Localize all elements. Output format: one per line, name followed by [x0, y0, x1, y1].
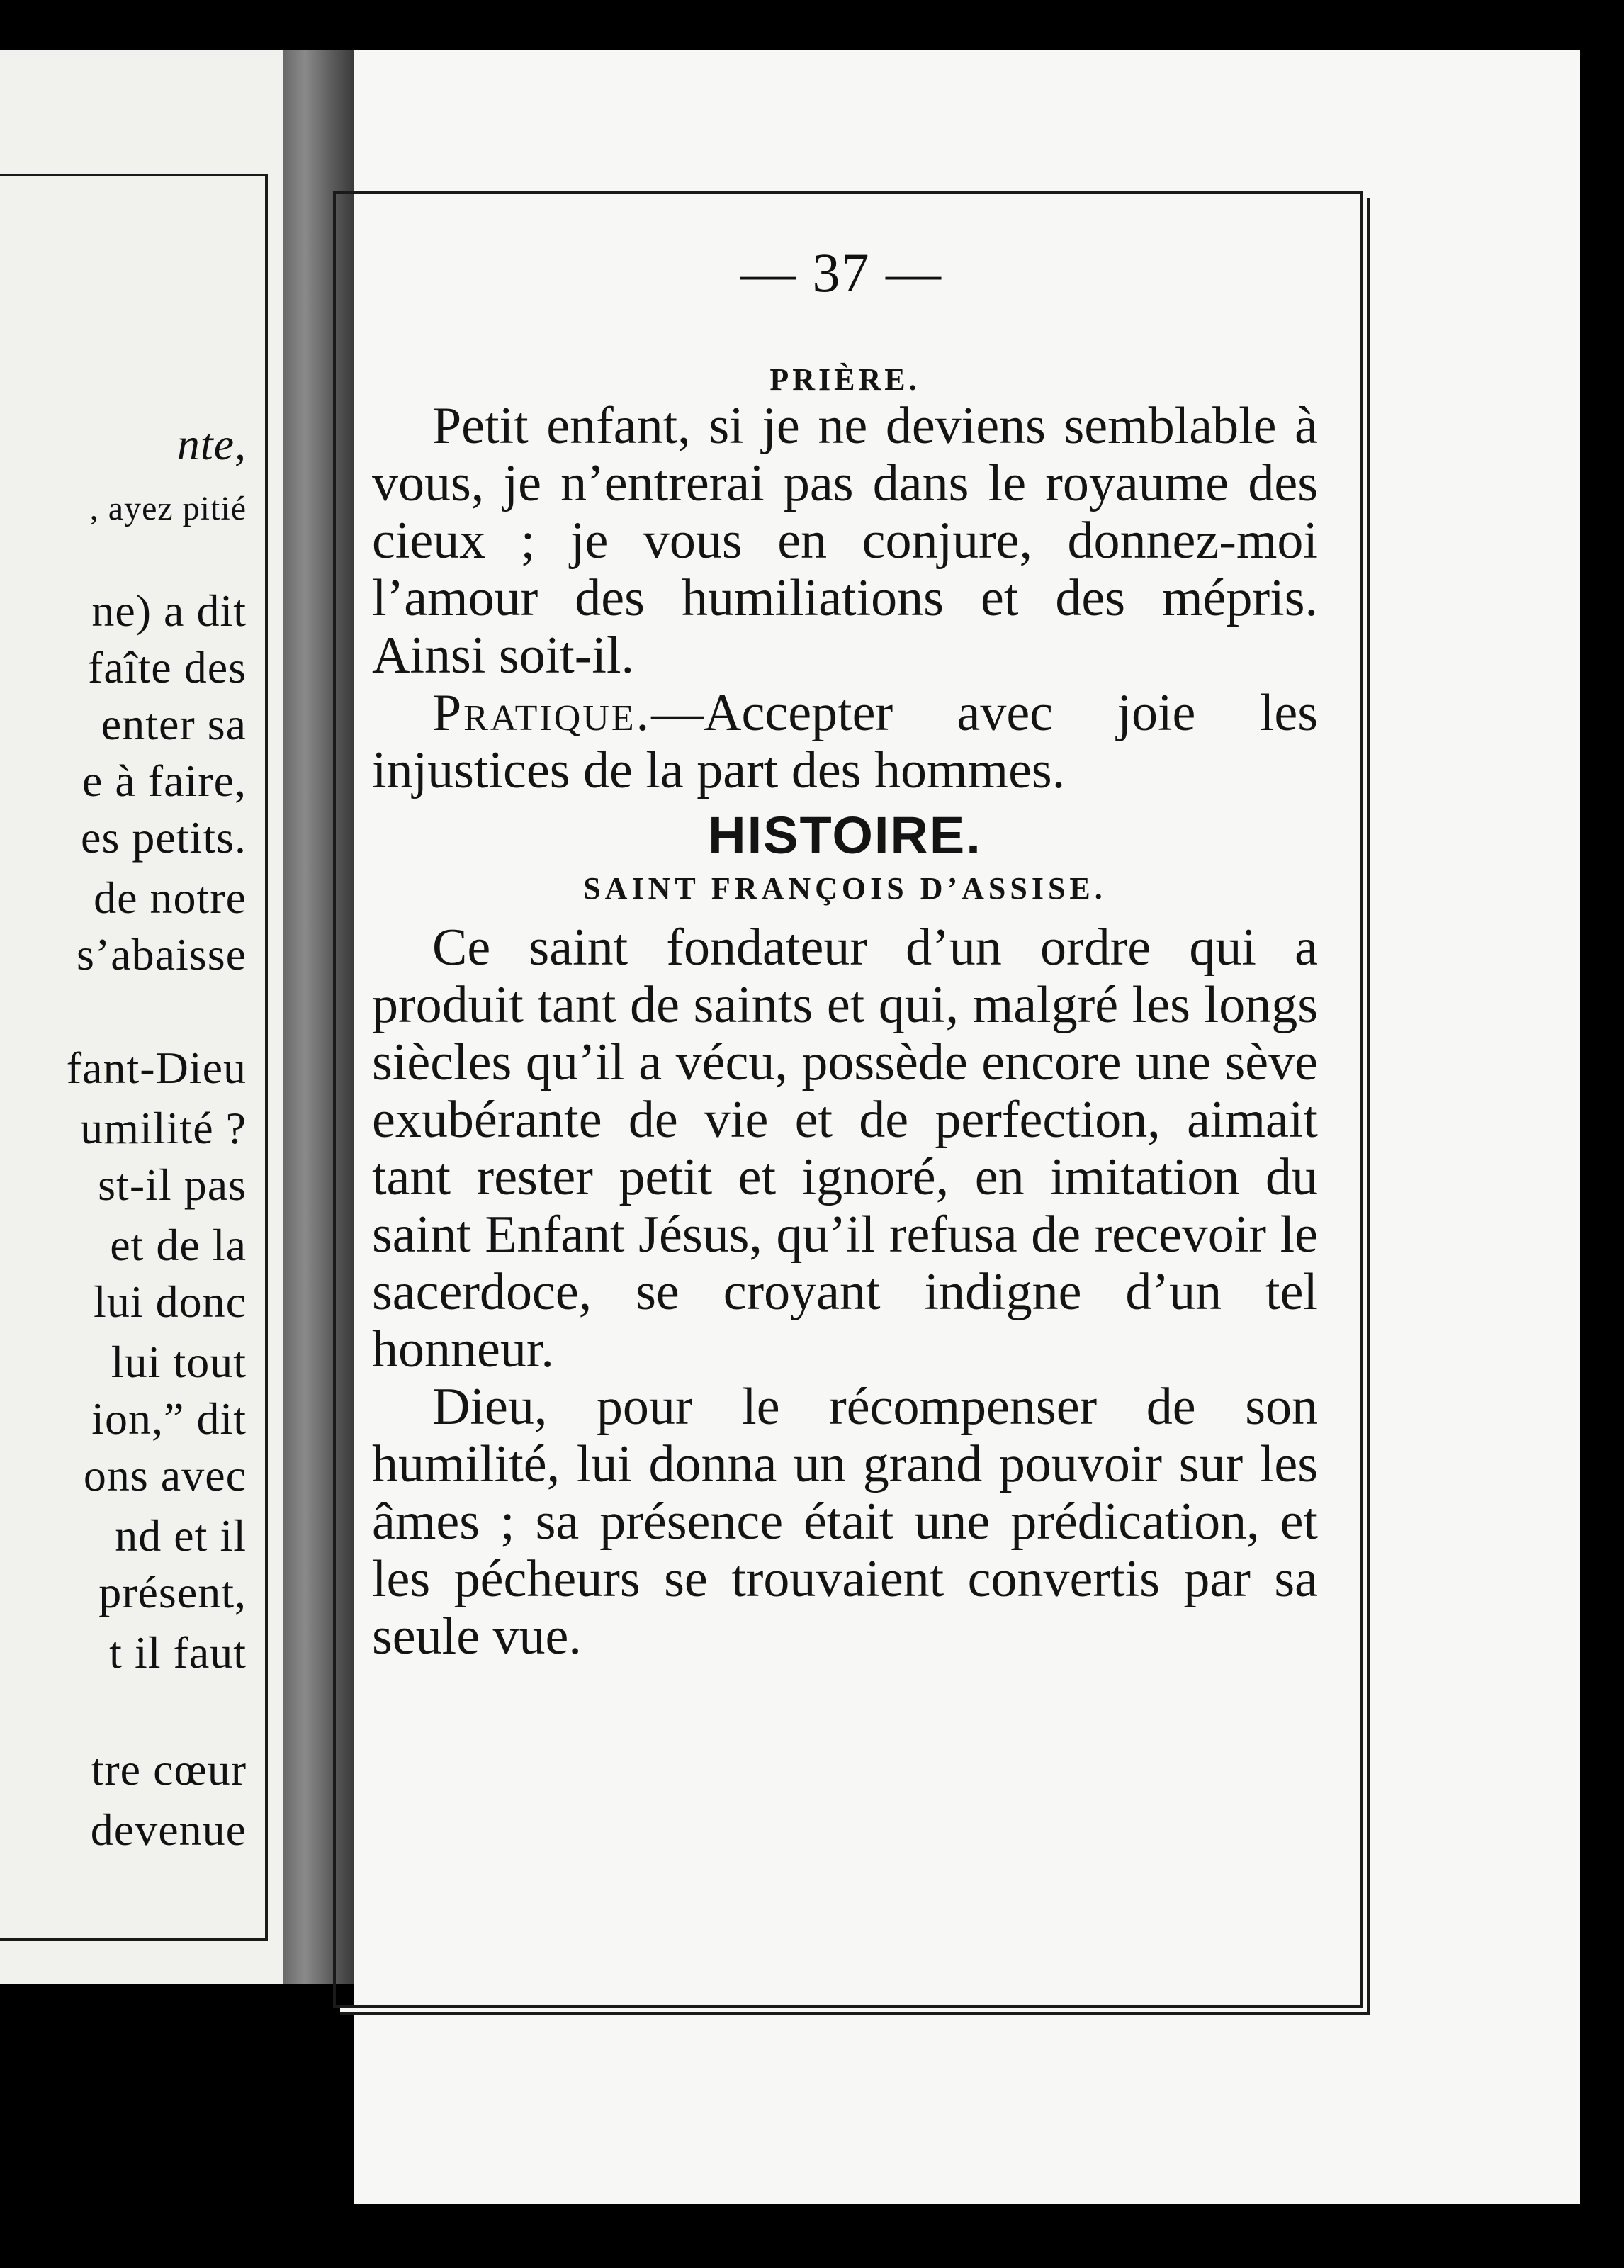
- left-line: devenue: [90, 1804, 247, 1855]
- left-line: enter sa: [101, 699, 247, 749]
- left-line: e à faire,: [81, 756, 247, 806]
- histoire-paragraph: Dieu, pour le récompenser de son humilité, lui donna un grand pouvoir sur les âmes ; sa présence était une prédication, et les pécheurs se trouvaient convertis par sa seule vue.: [372, 1378, 1318, 1666]
- page-text: [372, 361, 1318, 1666]
- left-line: st-il pas: [98, 1160, 247, 1210]
- left-line: umilité ?: [80, 1103, 247, 1153]
- histoire-subheading: SAINT FRANÇOIS D’ASSISE.: [583, 871, 1107, 906]
- page: [354, 50, 1580, 2204]
- left-line: fant-Dieu: [66, 1043, 247, 1093]
- previous-page-fragment: [0, 50, 283, 1984]
- left-line: s’abaisse: [76, 929, 247, 979]
- left-line: t il faut: [109, 1627, 247, 1678]
- left-line: , ayez pitié: [89, 490, 247, 527]
- page-number: — 37 —: [740, 242, 942, 303]
- left-line: lui tout: [111, 1337, 247, 1387]
- left-line: ion,” dit: [91, 1393, 247, 1444]
- left-line: ons avec: [83, 1450, 247, 1500]
- histoire-heading: HISTOIRE.: [708, 806, 982, 865]
- left-line: ne) a dit: [91, 585, 247, 636]
- left-line: faîte des: [88, 642, 247, 692]
- priere-heading: PRIÈRE.: [769, 362, 920, 397]
- left-line: et de la: [110, 1220, 247, 1270]
- left-line: nte,: [176, 419, 247, 469]
- left-line: présent,: [98, 1567, 247, 1617]
- left-line: nd et il: [115, 1510, 247, 1561]
- priere-paragraph: Petit enfant, si je ne deviens semblable à vous, je n’entrerai pas dans le royaume des cieux ; je vous en conjure, donnez-moi l’amour des humiliations et des mépris. Ainsi soit-il.: [372, 397, 1318, 685]
- pratique-text: —Accepter avec joie les injustices de la part des hommes.: [372, 684, 1318, 799]
- scan-edge: [1580, 50, 1624, 2268]
- histoire-paragraph: Ce saint fondateur d’un ordre qui a produit tant de saints et qui, malgré les longs siècles qu’il a vécu, possède encore une sève exubérante de vie et de perfection, aimait tant rester petit et ignoré, en imitation du saint Enfant Jésus, qu’il refusa de recevoir le sacerdoce, se croyant indigne d’un tel honneur.: [372, 919, 1318, 1379]
- pratique-paragraph: [372, 685, 1318, 799]
- left-line: lui donc: [94, 1276, 247, 1327]
- left-line: de notre: [94, 872, 247, 923]
- pratique-label: Pratique.: [432, 684, 652, 742]
- left-line: es petits.: [81, 812, 247, 863]
- left-line: tre cœur: [91, 1744, 247, 1795]
